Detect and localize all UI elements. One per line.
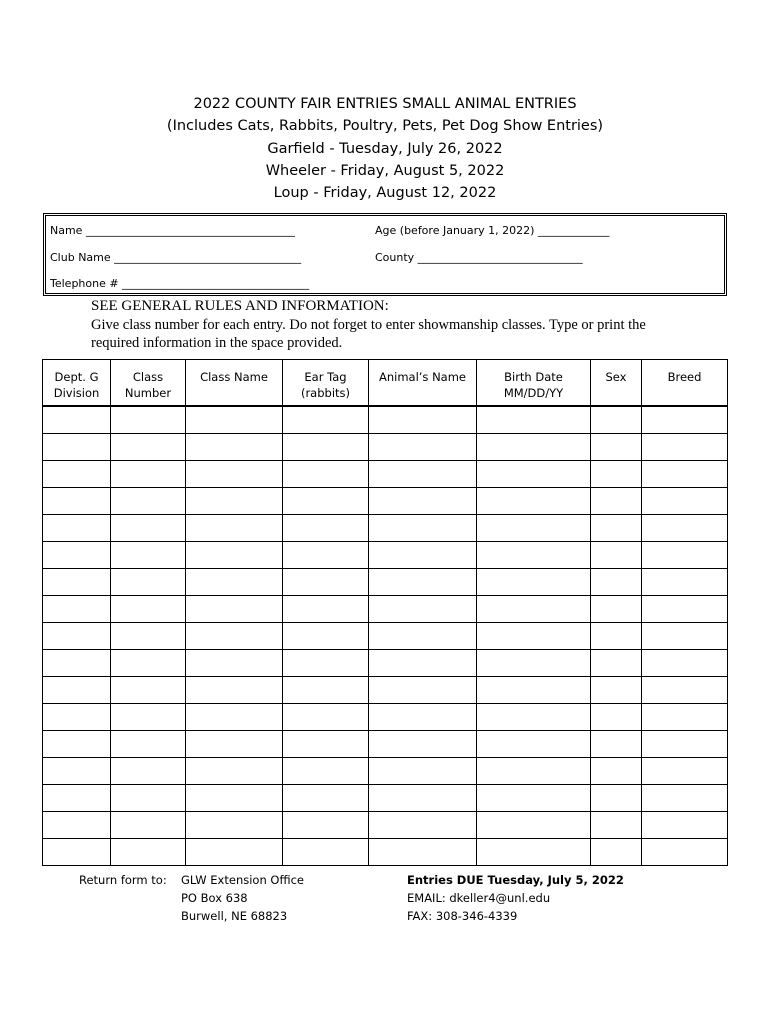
- cell-class-name[interactable]: [186, 676, 283, 703]
- cell-animal-name[interactable]: [369, 622, 477, 649]
- cell-sex[interactable]: [591, 541, 642, 568]
- cell-birth-date[interactable]: [477, 541, 591, 568]
- cell-class-name[interactable]: [186, 811, 283, 838]
- cell-birth-date[interactable]: [477, 406, 591, 434]
- table-row: [43, 568, 728, 595]
- cell-breed[interactable]: [642, 433, 728, 460]
- header-sex: Sex: [591, 360, 642, 406]
- cell-class-name[interactable]: [186, 730, 283, 757]
- table-row: [43, 811, 728, 838]
- table-row: [43, 433, 728, 460]
- cell-class-number[interactable]: [111, 676, 186, 703]
- cell-ear-tag[interactable]: [283, 487, 369, 514]
- cell-animal-name[interactable]: [369, 703, 477, 730]
- cell-birth-date[interactable]: [477, 433, 591, 460]
- form-title: 2022 COUNTY FAIR ENTRIES SMALL ANIMAL ENTRIES: [193, 96, 577, 112]
- cell-animal-name[interactable]: [369, 406, 477, 434]
- cell-breed[interactable]: [642, 703, 728, 730]
- cell-class-name[interactable]: [186, 649, 283, 676]
- cell-ear-tag[interactable]: [283, 541, 369, 568]
- cell-birth-date[interactable]: [477, 460, 591, 487]
- cell-animal-name[interactable]: [369, 433, 477, 460]
- cell-class-number[interactable]: [111, 784, 186, 811]
- cell-sex[interactable]: [591, 595, 642, 622]
- cell-ear-tag[interactable]: [283, 838, 369, 865]
- cell-class-name[interactable]: [186, 595, 283, 622]
- cell-sex[interactable]: [591, 406, 642, 434]
- rules-text-line2: required information in the space provided.: [91, 335, 343, 351]
- county-field[interactable]: County ______________________________: [375, 251, 583, 264]
- cell-breed[interactable]: [642, 514, 728, 541]
- cell-ear-tag[interactable]: [283, 568, 369, 595]
- cell-class-number[interactable]: [111, 541, 186, 568]
- city-state-zip: Burwell, NE 68823: [181, 909, 288, 923]
- cell-breed[interactable]: [642, 406, 728, 434]
- cell-class-number[interactable]: [111, 460, 186, 487]
- cell-animal-name[interactable]: [369, 487, 477, 514]
- table-row: [43, 406, 728, 434]
- cell-sex[interactable]: [591, 757, 642, 784]
- club-name-field[interactable]: Club Name __________________________________: [50, 251, 302, 264]
- cell-animal-name[interactable]: [369, 784, 477, 811]
- rules-heading: SEE GENERAL RULES AND INFORMATION:: [91, 298, 389, 314]
- form-subtitle: (Includes Cats, Rabbits, Poultry, Pets, Pet Dog Show Entries): [166, 118, 604, 135]
- cell-breed[interactable]: [642, 568, 728, 595]
- table-row: [43, 703, 728, 730]
- header-ear-tag: Ear Tag (rabbits): [283, 360, 369, 406]
- cell-dept-division[interactable]: [43, 595, 111, 622]
- return-label: Return form to:: [79, 873, 167, 887]
- cell-class-name[interactable]: [186, 460, 283, 487]
- cell-birth-date[interactable]: [477, 676, 591, 703]
- cell-dept-division[interactable]: [43, 541, 111, 568]
- cell-dept-division[interactable]: [43, 811, 111, 838]
- cell-class-name[interactable]: [186, 433, 283, 460]
- entrant-info-box: [43, 213, 727, 296]
- header-breed: Breed: [642, 360, 728, 406]
- cell-dept-division[interactable]: [43, 406, 111, 434]
- cell-breed[interactable]: [642, 676, 728, 703]
- cell-dept-division[interactable]: [43, 622, 111, 649]
- cell-animal-name[interactable]: [369, 676, 477, 703]
- cell-birth-date[interactable]: [477, 703, 591, 730]
- cell-dept-division[interactable]: [43, 784, 111, 811]
- cell-birth-date[interactable]: [477, 838, 591, 865]
- cell-birth-date[interactable]: [477, 730, 591, 757]
- cell-class-number[interactable]: [111, 406, 186, 434]
- cell-class-name[interactable]: [186, 406, 283, 434]
- cell-dept-division[interactable]: [43, 514, 111, 541]
- table-row: [43, 541, 728, 568]
- cell-class-name[interactable]: [186, 622, 283, 649]
- due-info: [407, 871, 624, 925]
- header-class-number: Class Number: [111, 360, 186, 406]
- cell-class-number[interactable]: [111, 757, 186, 784]
- table-row: [43, 649, 728, 676]
- cell-class-name[interactable]: [186, 514, 283, 541]
- cell-birth-date[interactable]: [477, 757, 591, 784]
- cell-dept-division[interactable]: [43, 757, 111, 784]
- header-class-name: Class Name: [186, 360, 283, 406]
- cell-ear-tag[interactable]: [283, 595, 369, 622]
- table-row: [43, 838, 728, 865]
- cell-birth-date[interactable]: [477, 514, 591, 541]
- cell-ear-tag[interactable]: [283, 811, 369, 838]
- cell-ear-tag[interactable]: [283, 784, 369, 811]
- cell-ear-tag[interactable]: [283, 514, 369, 541]
- fax-contact: FAX: 308-346-4339: [407, 909, 518, 923]
- cell-dept-division[interactable]: [43, 487, 111, 514]
- cell-animal-name[interactable]: [369, 757, 477, 784]
- table-row: [43, 784, 728, 811]
- cell-animal-name[interactable]: [369, 649, 477, 676]
- cell-ear-tag[interactable]: [283, 460, 369, 487]
- rules-section: [91, 297, 691, 353]
- cell-ear-tag[interactable]: [283, 649, 369, 676]
- cell-ear-tag[interactable]: [283, 406, 369, 434]
- cell-class-number[interactable]: [111, 514, 186, 541]
- cell-class-name[interactable]: [186, 541, 283, 568]
- cell-breed[interactable]: [642, 784, 728, 811]
- age-field[interactable]: Age (before January 1, 2022) _____________: [375, 224, 610, 237]
- cell-dept-division[interactable]: [43, 460, 111, 487]
- cell-class-name[interactable]: [186, 703, 283, 730]
- cell-birth-date[interactable]: [477, 649, 591, 676]
- form-title-block: [0, 93, 770, 204]
- cell-birth-date[interactable]: [477, 784, 591, 811]
- cell-birth-date[interactable]: [477, 622, 591, 649]
- entries-table: [42, 359, 728, 866]
- cell-breed[interactable]: [642, 730, 728, 757]
- cell-dept-division[interactable]: [43, 568, 111, 595]
- name-field[interactable]: Name ______________________________________: [50, 224, 295, 237]
- cell-ear-tag[interactable]: [283, 622, 369, 649]
- cell-class-number[interactable]: [111, 433, 186, 460]
- cell-class-number[interactable]: [111, 622, 186, 649]
- cell-class-number[interactable]: [111, 595, 186, 622]
- cell-class-name[interactable]: [186, 568, 283, 595]
- po-box: PO Box 638: [181, 891, 248, 905]
- return-address: [181, 871, 304, 925]
- cell-dept-division[interactable]: [43, 730, 111, 757]
- cell-dept-division[interactable]: [43, 838, 111, 865]
- cell-sex[interactable]: [591, 676, 642, 703]
- cell-class-number[interactable]: [111, 838, 186, 865]
- cell-sex[interactable]: [591, 811, 642, 838]
- email-contact[interactable]: EMAIL: dkeller4@unl.edu: [407, 891, 551, 905]
- header-birth-date: Birth Date MM/DD/YY: [477, 360, 591, 406]
- cell-sex[interactable]: [591, 730, 642, 757]
- table-row: [43, 514, 728, 541]
- cell-dept-division[interactable]: [43, 676, 111, 703]
- cell-animal-name[interactable]: [369, 514, 477, 541]
- cell-animal-name[interactable]: [369, 541, 477, 568]
- rules-text-line1: Give class number for each entry. Do not forget to enter showmanship classes. Type or print the: [91, 316, 646, 333]
- cell-dept-division[interactable]: [43, 703, 111, 730]
- cell-class-number[interactable]: [111, 730, 186, 757]
- cell-breed[interactable]: [642, 541, 728, 568]
- header-dept-division: Dept. G Division: [43, 360, 111, 406]
- due-date: Entries DUE Tuesday, July 5, 2022: [407, 873, 624, 887]
- cell-breed[interactable]: [642, 487, 728, 514]
- cell-birth-date[interactable]: [477, 811, 591, 838]
- cell-birth-date[interactable]: [477, 568, 591, 595]
- cell-class-number[interactable]: [111, 487, 186, 514]
- table-row: [43, 460, 728, 487]
- cell-sex[interactable]: [591, 460, 642, 487]
- cell-sex[interactable]: [591, 838, 642, 865]
- cell-sex[interactable]: [591, 487, 642, 514]
- cell-sex[interactable]: [591, 514, 642, 541]
- cell-dept-division[interactable]: [43, 649, 111, 676]
- cell-animal-name[interactable]: [369, 838, 477, 865]
- cell-sex[interactable]: [591, 784, 642, 811]
- cell-class-name[interactable]: [186, 487, 283, 514]
- date-garfield: Garfield - Tuesday, July 26, 2022: [267, 140, 503, 157]
- table-row: [43, 622, 728, 649]
- cell-animal-name[interactable]: [369, 568, 477, 595]
- table-row: [43, 487, 728, 514]
- office-name: GLW Extension Office: [181, 873, 304, 887]
- table-header-row: [43, 360, 728, 406]
- cell-ear-tag[interactable]: [283, 676, 369, 703]
- cell-breed[interactable]: [642, 838, 728, 865]
- table-row: [43, 757, 728, 784]
- date-wheeler: Wheeler - Friday, August 5, 2022: [265, 162, 505, 179]
- cell-sex[interactable]: [591, 622, 642, 649]
- cell-breed[interactable]: [642, 595, 728, 622]
- date-loup: Loup - Friday, August 12, 2022: [273, 185, 497, 202]
- cell-ear-tag[interactable]: [283, 433, 369, 460]
- cell-sex[interactable]: [591, 703, 642, 730]
- cell-breed[interactable]: [642, 460, 728, 487]
- entries-table-body: [43, 406, 728, 866]
- cell-ear-tag[interactable]: [283, 703, 369, 730]
- cell-birth-date[interactable]: [477, 595, 591, 622]
- cell-breed[interactable]: [642, 757, 728, 784]
- table-row: [43, 676, 728, 703]
- cell-class-number[interactable]: [111, 811, 186, 838]
- cell-breed[interactable]: [642, 622, 728, 649]
- cell-class-number[interactable]: [111, 649, 186, 676]
- cell-class-name[interactable]: [186, 757, 283, 784]
- cell-ear-tag[interactable]: [283, 757, 369, 784]
- cell-sex[interactable]: [591, 433, 642, 460]
- table-row: [43, 730, 728, 757]
- cell-breed[interactable]: [642, 649, 728, 676]
- cell-class-number[interactable]: [111, 703, 186, 730]
- cell-dept-division[interactable]: [43, 433, 111, 460]
- cell-sex[interactable]: [591, 568, 642, 595]
- table-row: [43, 595, 728, 622]
- cell-ear-tag[interactable]: [283, 730, 369, 757]
- cell-animal-name[interactable]: [369, 460, 477, 487]
- cell-animal-name[interactable]: [369, 595, 477, 622]
- header-animal-name: Animal’s Name: [369, 360, 477, 406]
- cell-class-name[interactable]: [186, 838, 283, 865]
- cell-breed[interactable]: [642, 811, 728, 838]
- cell-class-name[interactable]: [186, 784, 283, 811]
- cell-birth-date[interactable]: [477, 487, 591, 514]
- cell-animal-name[interactable]: [369, 811, 477, 838]
- cell-class-number[interactable]: [111, 568, 186, 595]
- cell-animal-name[interactable]: [369, 730, 477, 757]
- cell-sex[interactable]: [591, 649, 642, 676]
- telephone-field[interactable]: Telephone # __________________________________: [50, 277, 310, 290]
